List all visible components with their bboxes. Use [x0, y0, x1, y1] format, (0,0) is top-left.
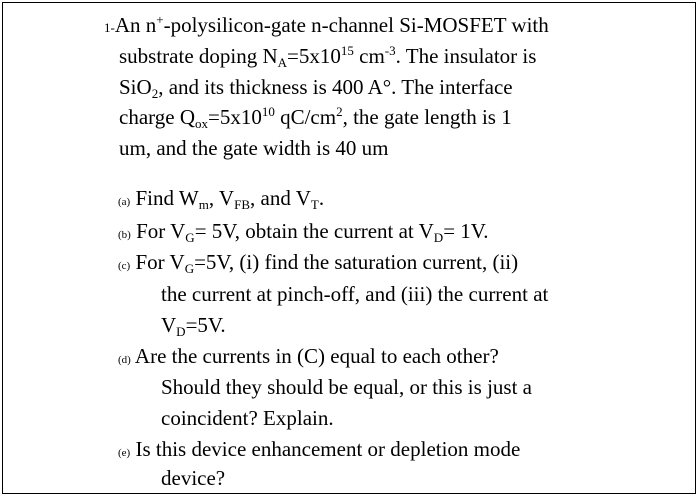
intro-line-3-text-b: , and its thickness is 400 A°. The interface — [158, 75, 513, 99]
intro-line-1 — [104, 13, 549, 40]
part-b-text-3: = 1V. — [443, 219, 489, 243]
part-a-label: (a) — [118, 196, 131, 208]
intro-line-4-sup-1: 10 — [261, 104, 275, 119]
intro-line-1-text-a: An n — [114, 13, 157, 37]
part-c-sub-1: G — [184, 261, 195, 276]
part-b-label: (b) — [118, 229, 131, 241]
part-a — [118, 186, 324, 214]
intro-line-2-text-a: substrate doping N — [119, 44, 278, 68]
part-a-sub-2: FB — [234, 197, 251, 212]
part-e-line-1 — [118, 437, 520, 465]
part-c-line-1 — [118, 250, 518, 278]
part-a-sub-3: T — [310, 197, 319, 212]
part-d-label: (d) — [118, 354, 131, 366]
intro-line-2 — [119, 44, 536, 68]
part-b-sub-2: D — [433, 230, 444, 245]
part-d-line-2: Should they should be equal, or this is just a — [161, 375, 532, 399]
intro-line-1-text-b: -polysilicon-gate n-channel Si-MOSFET with — [163, 13, 549, 37]
intro-line-4-sup-2: 2 — [336, 104, 343, 119]
part-a-sub-1: m — [198, 197, 209, 212]
part-c-line-3-sub: D — [176, 324, 186, 339]
part-e-line-2: device? — [161, 466, 226, 490]
part-b — [118, 219, 489, 247]
intro-line-4-sub: ox — [195, 116, 208, 131]
part-a-text-4: . — [318, 186, 325, 210]
intro-line-2-sup-2: -3 — [384, 43, 396, 58]
intro-line-3-sub: 2 — [151, 86, 159, 101]
part-b-sub-1: G — [185, 230, 195, 245]
intro-line-2-text-b: =5x10 — [287, 44, 341, 68]
part-c-label: (c) — [118, 260, 131, 272]
intro-line-5: um, and the gate width is 40 um — [119, 136, 389, 160]
part-b-text-1: For V — [130, 219, 186, 243]
part-a-text-2: , V — [208, 186, 235, 210]
intro-line-3 — [119, 75, 513, 99]
intro-line-4-text-a: charge Q — [119, 105, 195, 129]
intro-line-2-sub: A — [277, 55, 288, 70]
intro-line-2-text-c: cm — [353, 44, 385, 68]
part-c-text-2: =5V, (i) find the saturation current, (ii) — [194, 250, 519, 274]
intro-line-2-text-d: . The insulator is — [395, 44, 537, 68]
part-d-line-1 — [118, 344, 499, 372]
part-a-text-3: , and V — [250, 186, 311, 210]
part-c-line-2: the current at pinch-off, and (iii) the current at — [161, 282, 549, 306]
part-c-line-3-text-2: =5V. — [185, 313, 226, 337]
intro-line-4 — [119, 105, 512, 129]
part-e-label: (e) — [118, 447, 131, 459]
part-c-text-1: For V — [130, 250, 185, 274]
part-b-text-2: = 5V, obtain the current at V — [194, 219, 434, 243]
part-c-line-3 — [161, 313, 226, 337]
part-a-text-1: Find W — [130, 186, 199, 210]
intro-line-2-sup-1: 15 — [340, 43, 354, 58]
part-d-text-1: Are the currents in (C) equal to each other? — [130, 344, 499, 368]
intro-line-1-sup: + — [156, 12, 164, 27]
part-c-line-3-text-1: V — [161, 313, 177, 337]
part-d-line-3: coincident? Explain. — [161, 406, 334, 430]
intro-line-4-text-d: , the gate length is 1 — [342, 105, 512, 129]
intro-line-4-text-c: qC/cm — [274, 105, 337, 129]
part-e-text-1: Is this device enhancement or depletion mode — [130, 437, 521, 461]
problem-number: 1- — [104, 20, 115, 35]
intro-line-3-text-a: SiO — [119, 75, 152, 99]
intro-line-4-text-b: =5x10 — [208, 105, 262, 129]
